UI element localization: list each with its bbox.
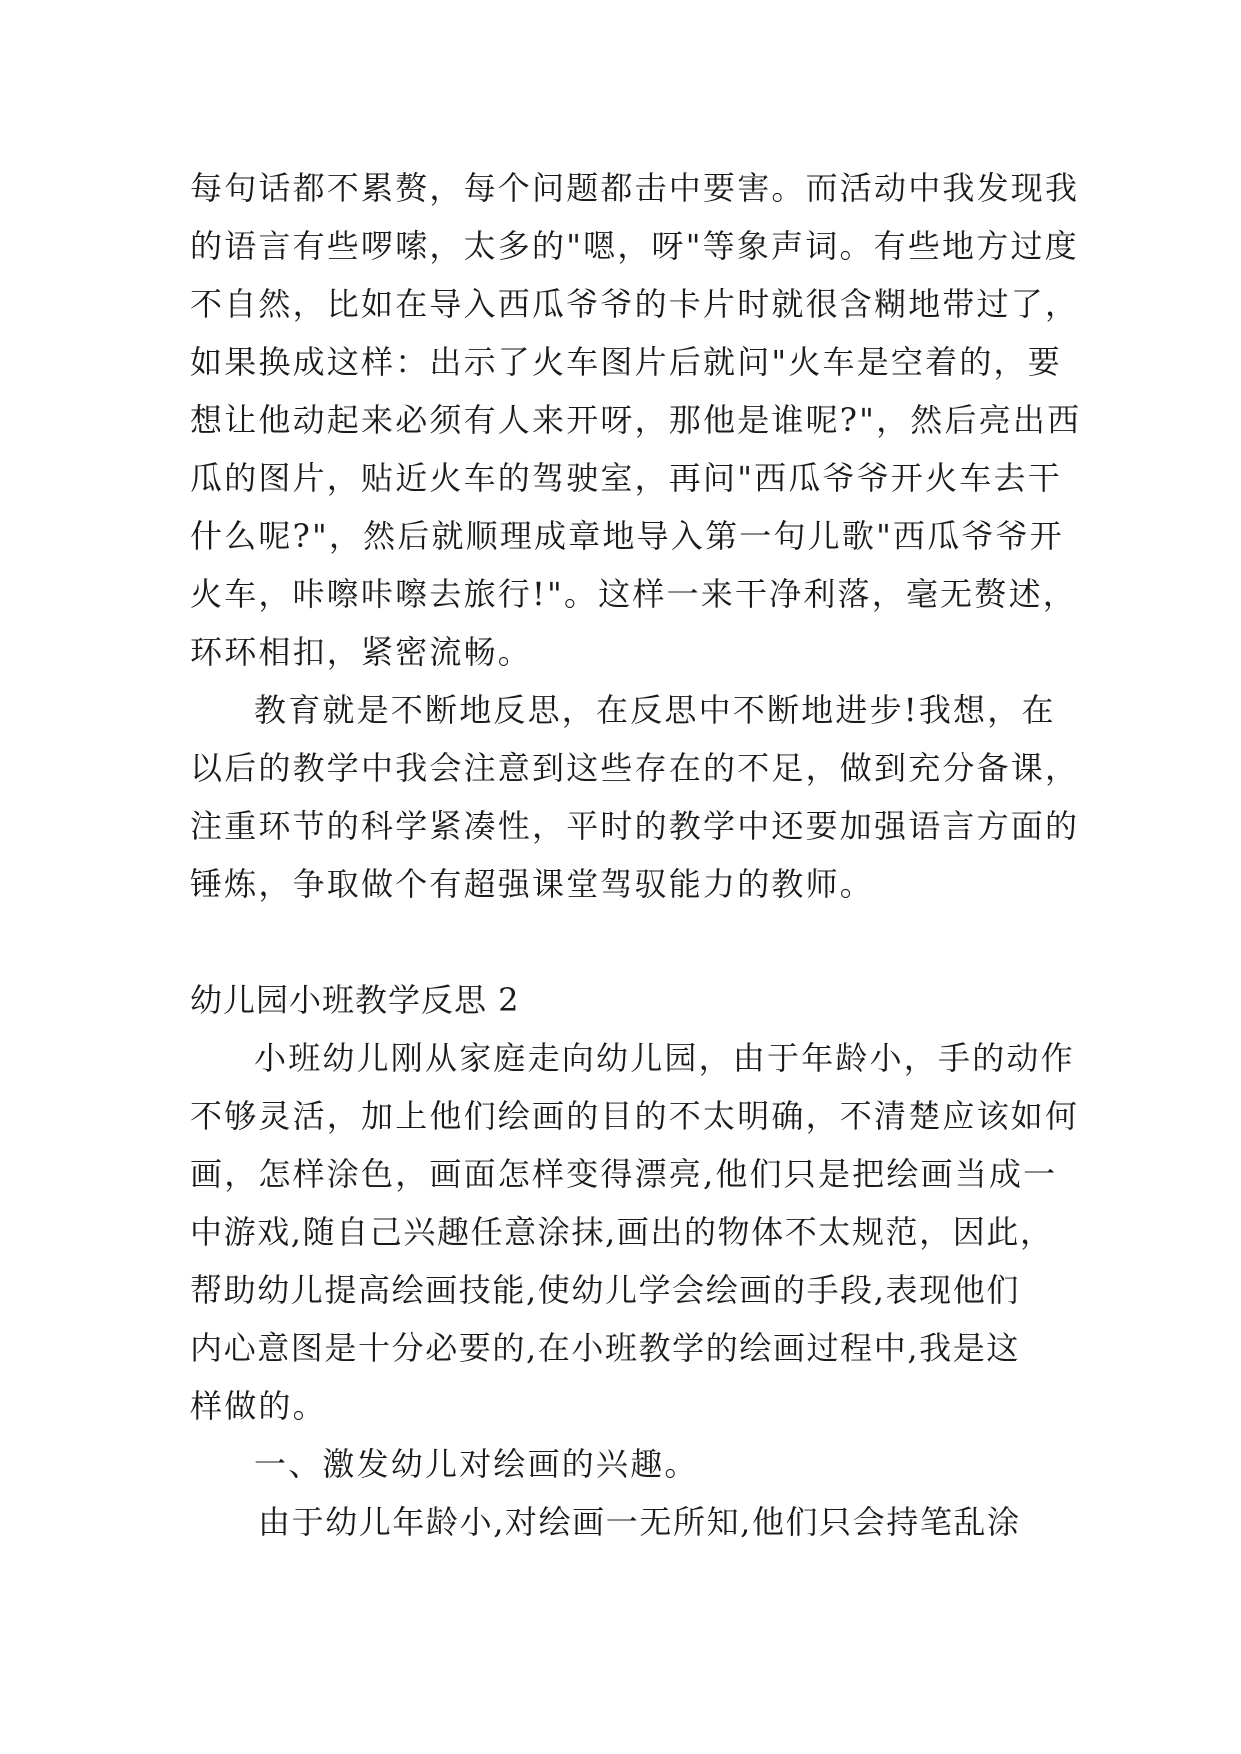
paragraph-1-line-3: 不自然，比如在导入西瓜爷爷的卡片时就很含糊地带过了，: [190, 285, 1080, 323]
paragraph-2-line-3: 注重环节的科学紧凑性，平时的教学中还要加强语言方面的: [190, 807, 1080, 845]
paragraph-1-line-8: 火车，咔嚓咔嚓去旅行!"。这样一来干净利落，毫无赘述，: [190, 575, 1077, 613]
paragraph-2-line-2: 以后的教学中我会注意到这些存在的不足，做到充分备课，: [190, 749, 1080, 787]
section-title: 幼儿园小班教学反思 2: [190, 981, 520, 1019]
paragraph-3-line-1: 小班幼儿刚从家庭走向幼儿园，由于年龄小，手的动作: [254, 1039, 1075, 1077]
paragraph-1-line-9: 环环相扣，紧密流畅。: [190, 633, 533, 671]
paragraph-1-line-4: 如果换成这样：出示了火车图片后就问"火车是空着的，要: [190, 343, 1062, 381]
paragraph-3-line-4: 中游戏,随自己兴趣任意涂抹,画出的物体不太规范，因此，: [190, 1213, 1054, 1251]
paragraph-2-line-1: 教育就是不断地反思，在反思中不断地进步!我想，在: [254, 691, 1056, 729]
paragraph-3-line-2: 不够灵活，加上他们绘画的目的不太明确，不清楚应该如何: [190, 1097, 1080, 1135]
paragraph-2-line-4: 锤炼，争取做个有超强课堂驾驭能力的教师。: [190, 865, 875, 903]
paragraph-4-line-1: 由于幼儿年龄小,对绘画一无所知,他们只会持笔乱涂: [258, 1503, 1021, 1541]
paragraph-1-line-2: 的语言有些啰嗦，太多的"嗯，呀"等象声词。有些地方过度: [190, 227, 1079, 265]
paragraph-3-line-3: 画，怎样涂色，画面怎样变得漂亮,他们只是把绘画当成一: [190, 1155, 1058, 1193]
paragraph-1-line-7: 什么呢?"，然后就顺理成章地导入第一句儿歌"西瓜爷爷开: [190, 517, 1064, 555]
paragraph-1-line-1: 每句话都不累赘，每个问题都击中要害。而活动中我发现我: [190, 169, 1080, 207]
subheading: 一、激发幼儿对绘画的兴趣。: [254, 1445, 699, 1483]
paragraph-3-line-5: 帮助幼儿提高绘画技能,使幼儿学会绘画的手段,表现他们: [190, 1271, 1020, 1309]
paragraph-3-line-6: 内心意图是十分必要的,在小班教学的绘画过程中,我是这: [190, 1329, 1020, 1367]
paragraph-3-line-7: 样做的。: [190, 1387, 327, 1425]
paragraph-1-line-5: 想让他动起来必须有人来开呀，那他是谁呢?"，然后亮出西: [190, 401, 1082, 439]
paragraph-1-line-6: 瓜的图片，贴近火车的驾驶室，再问"西瓜爷爷开火车去干: [190, 459, 1062, 497]
